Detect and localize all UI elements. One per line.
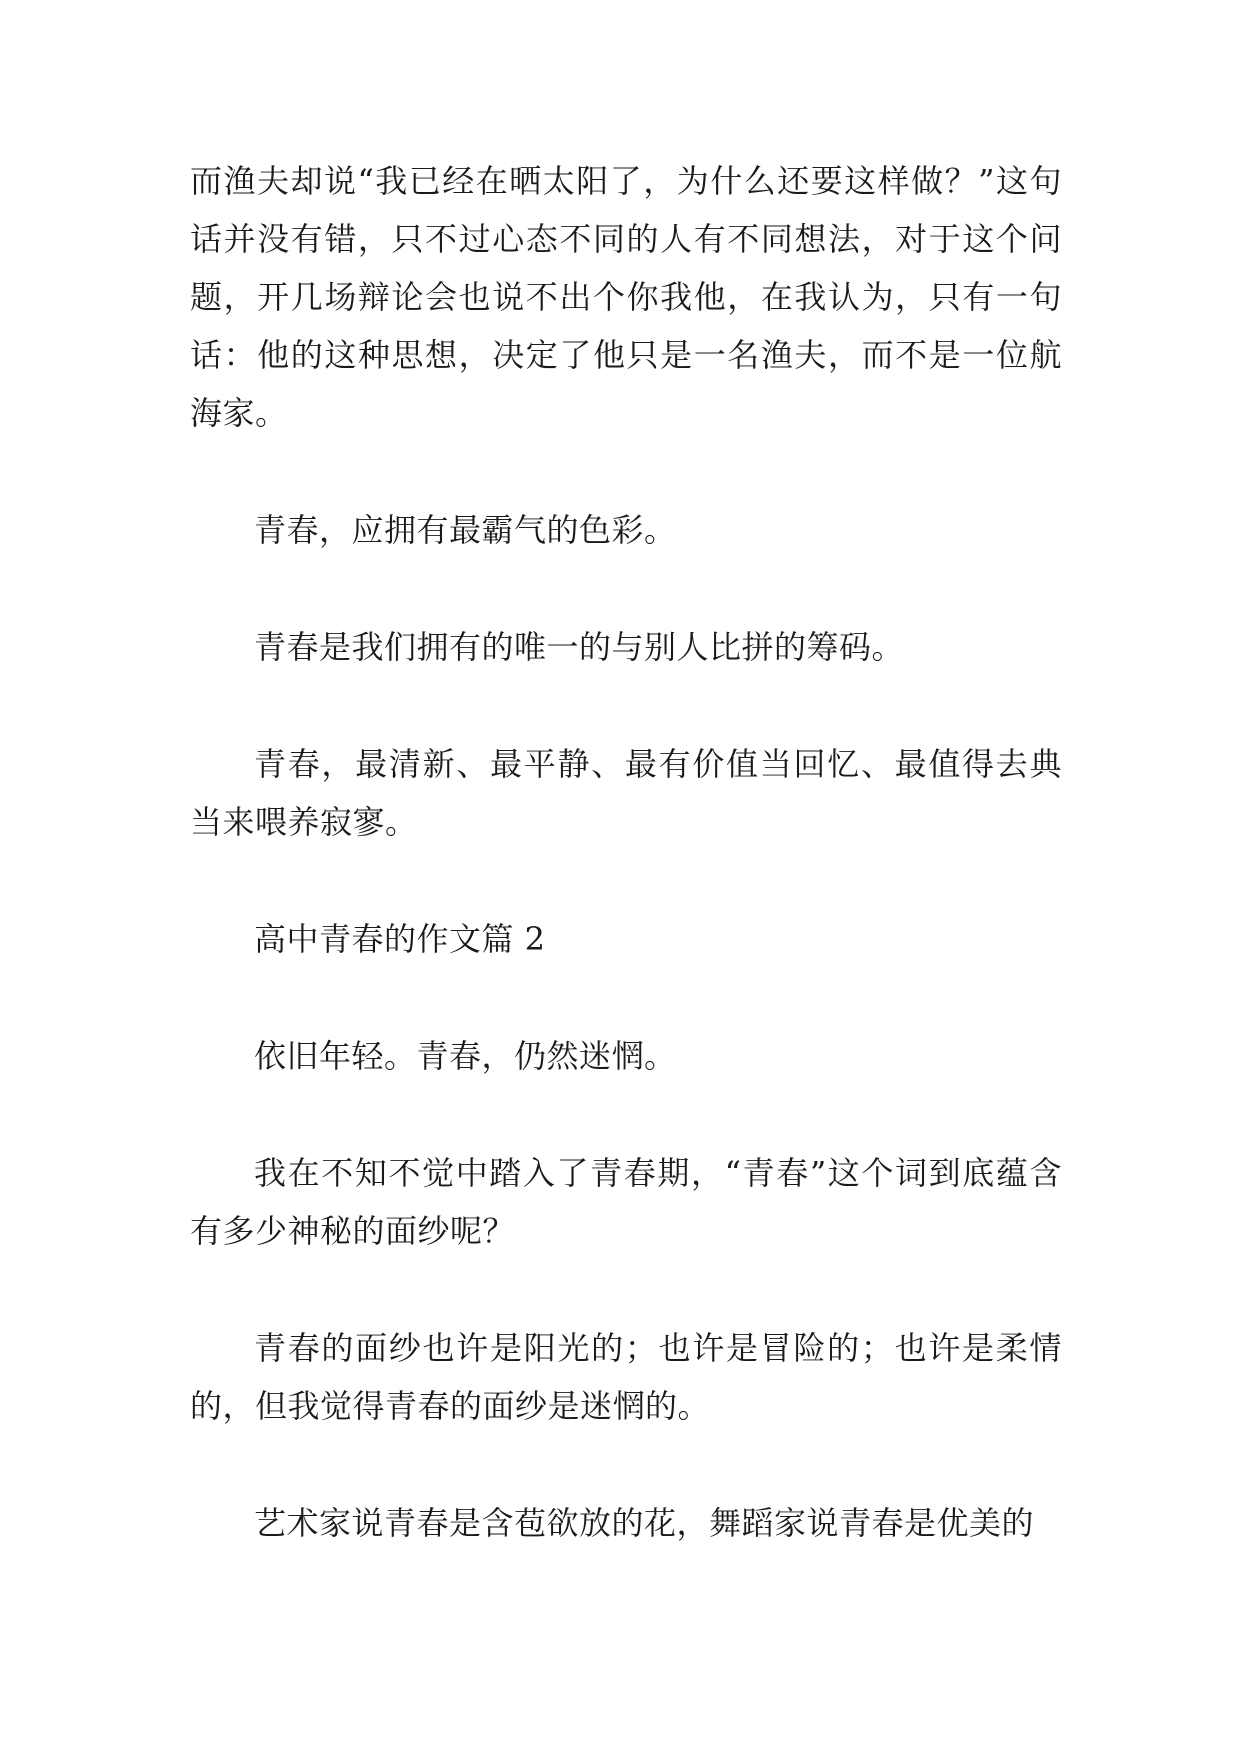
paragraph-artist: 艺术家说青春是含苞欲放的花，舞蹈家说青春是优美的 — [254, 1504, 1035, 1542]
document-body — [190, 152, 1062, 1611]
paragraph-still-young: 依旧年轻。青春，仍然迷惘。 — [254, 1037, 677, 1075]
paragraph-youth-fresh: 青春，最清新、最平静、最有价值当回忆、最值得去典当来喂养寂寥。 — [190, 745, 1062, 841]
essay-heading: 高中青春的作文篇 2 — [254, 920, 546, 958]
paragraph-youth-color: 青春，应拥有最霸气的色彩。 — [254, 511, 677, 549]
paragraph-veil: 青春的面纱也许是阳光的；也许是冒险的；也许是柔情的，但我觉得青春的面纱是迷惘的。 — [190, 1329, 1062, 1425]
paragraph-fisherman: 而渔夫却说“我已经在晒太阳了，为什么还要这样做？”这句话并没有错，只不过心态不同的人有不同想法，对于这个问题，开几场辩论会也说不出个你我他，在我认为，只有一句话：他的这种思想，决定了他只是一名渔夫，而不是一位航海家。 — [190, 162, 1062, 432]
paragraph-youth-chip: 青春是我们拥有的唯一的与别人比拼的筹码。 — [254, 628, 905, 666]
paragraph-adolescence: 我在不知不觉中踏入了青春期，“青春”这个词到底蕴含有多少神秘的面纱呢？ — [190, 1154, 1062, 1250]
